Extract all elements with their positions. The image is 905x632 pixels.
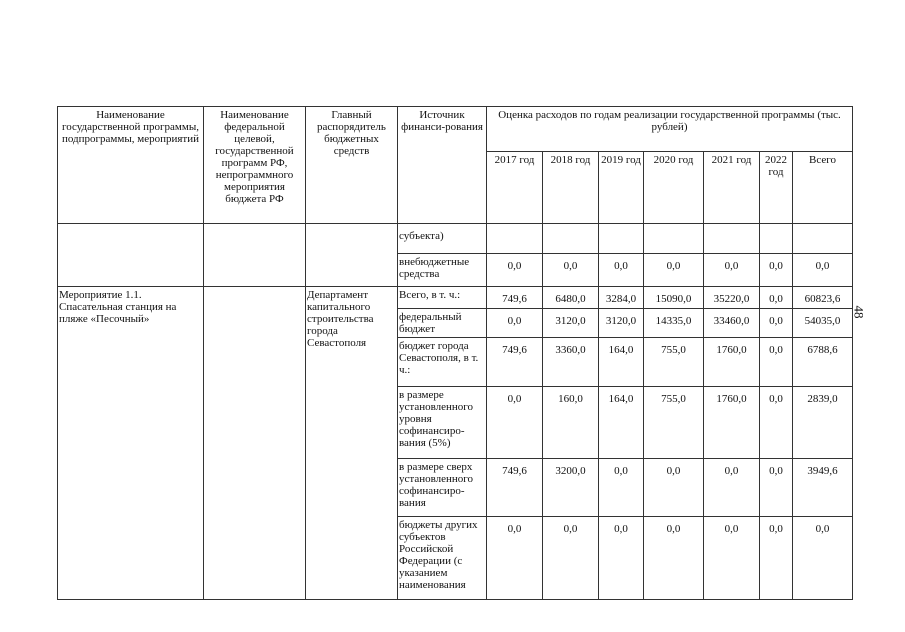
source-cell: субъекта) (398, 224, 487, 254)
value-cell: 0,0 (644, 254, 704, 287)
table-row (58, 287, 853, 309)
value-cell: 0,0 (760, 387, 793, 459)
value-cell: 0,0 (487, 254, 543, 287)
empty-cell (306, 224, 398, 287)
value-cell (793, 224, 853, 254)
source-cell: в размере сверх установленного софинансиро-вания (398, 459, 487, 517)
value-cell: 0,0 (487, 517, 543, 600)
header-funding-source: Источник финанси-рования (398, 107, 487, 224)
value-cell: 0,0 (760, 459, 793, 517)
value-cell: 14335,0 (644, 309, 704, 338)
empty-cell (58, 224, 204, 287)
value-cell: 0,0 (487, 387, 543, 459)
header-row-1 (58, 107, 853, 152)
value-cell: 3120,0 (599, 309, 644, 338)
value-cell: 755,0 (644, 387, 704, 459)
value-cell: 164,0 (599, 338, 644, 387)
value-cell: 3360,0 (543, 338, 599, 387)
value-cell: 0,0 (599, 254, 644, 287)
value-cell: 749,6 (487, 338, 543, 387)
value-cell (644, 224, 704, 254)
header-budget-manager: Главный распорядитель бюджетных средств (306, 107, 398, 224)
header-total: Всего (793, 152, 853, 224)
value-cell: 749,6 (487, 287, 543, 309)
source-cell: федеральный бюджет (398, 309, 487, 338)
value-cell: 0,0 (704, 459, 760, 517)
measure-name: Мероприятие 1.1. Спасательная станция на пляже «Песочный» (58, 287, 204, 600)
source-cell: в размере установленного уровня софинансиро-вания (5%) (398, 387, 487, 459)
source-cell: внебюджетные средства (398, 254, 487, 287)
value-cell: 0,0 (644, 459, 704, 517)
value-cell: 3120,0 (543, 309, 599, 338)
value-cell (599, 224, 644, 254)
value-cell: 0,0 (644, 517, 704, 600)
value-cell: 0,0 (704, 254, 760, 287)
value-cell: 2839,0 (793, 387, 853, 459)
value-cell: 0,0 (599, 517, 644, 600)
value-cell: 0,0 (543, 254, 599, 287)
value-cell: 3200,0 (543, 459, 599, 517)
header-year: 2019 год (599, 152, 644, 224)
empty-cell (204, 224, 306, 287)
value-cell: 6788,6 (793, 338, 853, 387)
budget-manager-cell: Департамент капитального строительства города Севастополя (306, 287, 398, 600)
value-cell: 0,0 (760, 309, 793, 338)
value-cell: 60823,6 (793, 287, 853, 309)
source-cell: бюджет города Севастополя, в т. ч.: (398, 338, 487, 387)
source-cell: бюджеты других субъектов Российской Федерации (с указанием наименования (398, 517, 487, 600)
source-cell: Всего, в т. ч.: (398, 287, 487, 309)
value-cell: 749,6 (487, 459, 543, 517)
value-cell: 35220,0 (704, 287, 760, 309)
header-expense-estimate: Оценка расходов по годам реализации государственной программы (тыс. рублей) (487, 107, 853, 152)
value-cell: 15090,0 (644, 287, 704, 309)
value-cell: 1760,0 (704, 387, 760, 459)
value-cell: 0,0 (760, 287, 793, 309)
value-cell: 3949,6 (793, 459, 853, 517)
value-cell: 0,0 (793, 517, 853, 600)
value-cell: 6480,0 (543, 287, 599, 309)
value-cell: 755,0 (644, 338, 704, 387)
header-federal-program: Наименование федеральной целевой, государственной программ РФ, непрограммного мероприятия бюджета РФ (204, 107, 306, 224)
value-cell (760, 224, 793, 254)
header-year: 2017 год (487, 152, 543, 224)
header-program-name: Наименование государственной программы, подпрограммы, мероприятий (58, 107, 204, 224)
value-cell: 164,0 (599, 387, 644, 459)
value-cell: 0,0 (760, 517, 793, 600)
value-cell (487, 224, 543, 254)
value-cell: 0,0 (599, 459, 644, 517)
header-year: 2021 год (704, 152, 760, 224)
value-cell (543, 224, 599, 254)
value-cell (704, 224, 760, 254)
header-year: 2018 год (543, 152, 599, 224)
value-cell: 1760,0 (704, 338, 760, 387)
table-row (58, 224, 853, 254)
value-cell: 0,0 (704, 517, 760, 600)
value-cell: 0,0 (793, 254, 853, 287)
value-cell: 0,0 (487, 309, 543, 338)
value-cell: 3284,0 (599, 287, 644, 309)
value-cell: 54035,0 (793, 309, 853, 338)
value-cell: 160,0 (543, 387, 599, 459)
header-year: 2020 год (644, 152, 704, 224)
budget-table (57, 106, 853, 600)
value-cell: 0,0 (543, 517, 599, 600)
federal-program-cell (204, 287, 306, 600)
value-cell: 0,0 (760, 254, 793, 287)
value-cell: 33460,0 (704, 309, 760, 338)
header-year: 2022 год (760, 152, 793, 224)
value-cell: 0,0 (760, 338, 793, 387)
page-number: 48 (851, 305, 867, 319)
